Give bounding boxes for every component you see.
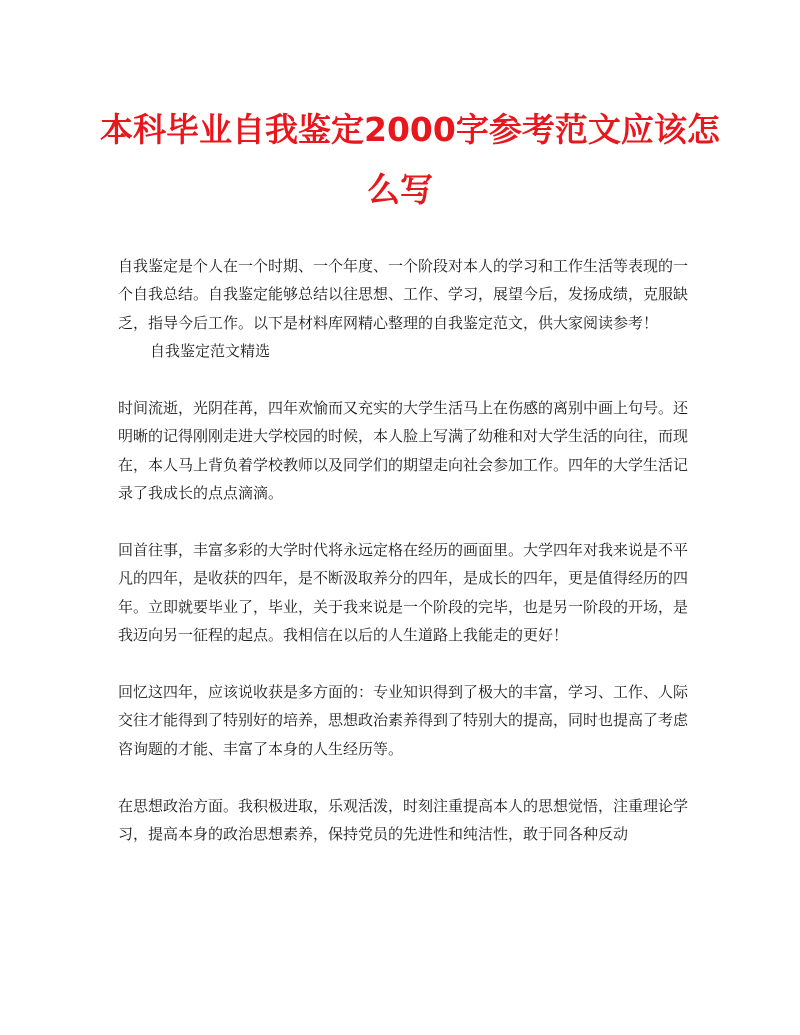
title-line-1: 本科毕业自我鉴定2000字参考范文应该怎 <box>100 110 720 149</box>
paragraph-spacer <box>118 763 688 791</box>
paragraph-spacer <box>118 650 688 678</box>
document-body <box>118 252 688 848</box>
document-title <box>100 100 720 220</box>
paragraph-3: 回忆这四年，应该说收获是多方面的：专业知识得到了极大的丰富，学习、工作、人际交往才能得到了特别好的培养，思想政治素养得到了特别大的提高，同时也提高了考虑咨询题的才能、丰富了本身的人生经历等。 <box>118 683 689 758</box>
paragraph-2: 回首往事，丰富多彩的大学时代将永远定格在经历的画面里。大学四年对我来说是不平凡的四年，是收获的四年，是不断汲取养分的四年，是成长的四年，更是值得经历的四年。立即就要毕业了，毕业，关于我来说是一个阶段的完毕，也是另一阶段的开场，是我迈向另一征程的起点。我相信在以后的人生道路上我能走的更好！ <box>118 541 689 645</box>
paragraph-1: 时间流逝，光阴荏苒，四年欢愉而又充实的大学生活马上在伤感的离别中画上句号。还明晰的记得刚刚走进大学校园的时候，本人脸上写满了幼稚和对大学生活的向往，而现在，本人马上背负着学校教师以及同学们的期望走向社会参加工作。四年的大学生活记录了我成长的点点滴滴。 <box>118 399 689 503</box>
paragraph-spacer <box>118 508 688 536</box>
intro-paragraph: 自我鉴定是个人在一个时期、一个年度、一个阶段对本人的学习和工作生活等表现的一个自我总结。自我鉴定能够总结以往思想、工作、学习，展望今后，发扬成绩，克服缺乏，指导今后工作。以下是材料库网精心整理的自我鉴定范文，供大家阅读参考！ <box>118 257 689 332</box>
section-subheading: 自我鉴定范文精选 <box>150 342 271 361</box>
paragraph-spacer <box>118 366 688 394</box>
title-line-2: 么写 <box>367 170 433 209</box>
paragraph-4: 在思想政治方面。我积极进取，乐观活泼，时刻注重提高本人的思想觉悟，注重理论学习，提高本身的政治思想素养，保持党员的先进性和纯洁性，敢于同各种反动 <box>118 796 689 844</box>
